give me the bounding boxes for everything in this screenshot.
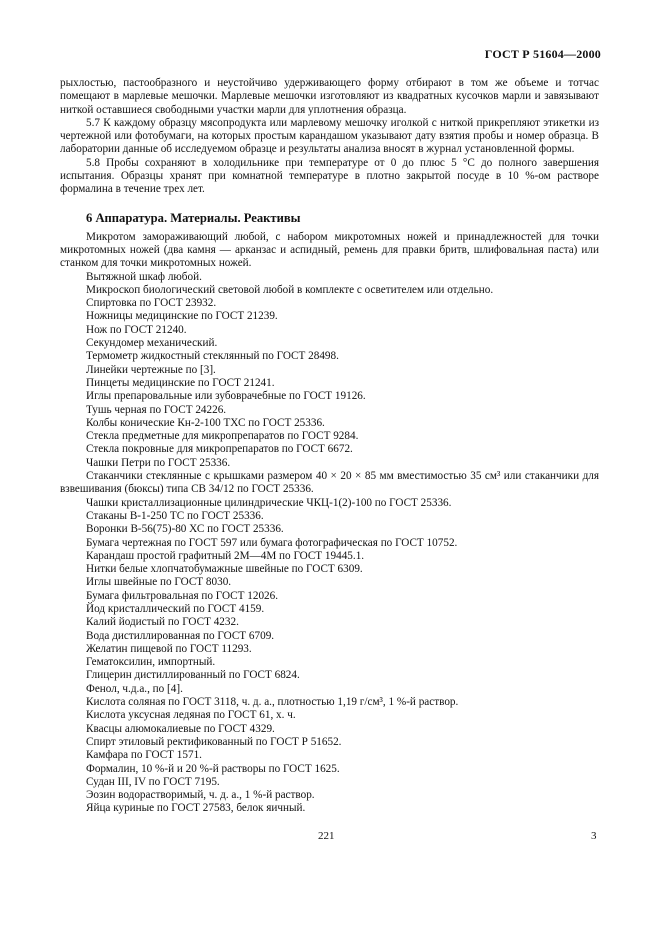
- list-item: Спиртовка по ГОСТ 23932.: [86, 297, 217, 310]
- list-item: Термометр жидкостный стеклянный по ГОСТ 28498.: [86, 350, 339, 363]
- list-item: Кислота уксусная ледяная по ГОСТ 61, х. ч.: [86, 709, 296, 722]
- list-item: Стекла покровные для микропрепаратов по ГОСТ 6672.: [86, 443, 353, 456]
- list-item: Глицерин дистиллированный по ГОСТ 6824.: [86, 669, 300, 682]
- page-number: 221: [318, 830, 335, 842]
- list-item: Тушь черная по ГОСТ 24226.: [86, 403, 227, 416]
- list-item: Желатин пищевой по ГОСТ 11293.: [86, 642, 252, 655]
- section-title: 6 Аппаратура. Материалы. Реактивы: [86, 210, 301, 225]
- list-item: Чашки Петри по ГОСТ 25336.: [86, 456, 231, 469]
- list-item: Микротом замораживающий любой, с набором микротомных ножей и принадлежностей для точки микротомных ножей (два камня — арканзас и аспидный, ремень для правки бритв, шлифовальная паста) или станком для точки микротомных ножей.: [60, 230, 599, 270]
- document-body: [60, 77, 599, 816]
- list-item: Камфара по ГОСТ 1571.: [86, 749, 202, 762]
- list-item: Судан III, IV по ГОСТ 7195.: [86, 775, 220, 788]
- list-item: Яйца куриные по ГОСТ 27583, белок яичный.: [86, 802, 306, 815]
- list-item: Иглы швейные по ГОСТ 8030.: [86, 576, 232, 589]
- list-item: Кислота соляная по ГОСТ 3118, ч. д. а., плотностью 1,19 г/см³, 1 %-й раствор.: [86, 696, 459, 709]
- list-item: Стаканы В-1-250 ТС по ГОСТ 25336.: [86, 509, 264, 522]
- list-item: Вытяжной шкаф любой.: [86, 270, 202, 283]
- equipment-list: [60, 231, 599, 816]
- list-item: Иглы препаровальные или зубоврачебные по ГОСТ 19126.: [86, 390, 366, 403]
- list-item: Йод кристаллический по ГОСТ 4159.: [86, 602, 265, 615]
- list-item: Воронки В-56(75)-80 ХС по ГОСТ 25336.: [86, 523, 284, 536]
- list-item: Гематоксилин, импортный.: [86, 656, 216, 669]
- list-item: Бумага чертежная по ГОСТ 597 или бумага фотографическая по ГОСТ 10752.: [86, 536, 458, 549]
- list-item: Чашки кристаллизационные цилиндрические ЧКЦ-1(2)-100 по ГОСТ 25336.: [86, 496, 452, 509]
- paragraph-continuation: рыхлостью, пастообразного и неустойчиво удерживающего форму отбирают в том же объеме и тотчас помещают в марлевые мешочки. Марлевые мешочки изготовляют из квадратных кусочков марли и завязывают ниткой оставшиеся свободными участки марли для уплотнения образца.: [60, 77, 599, 116]
- doc-header: ГОСТ Р 51604—2000: [484, 47, 601, 61]
- list-item: Фенол, ч.д.а., по [4].: [86, 682, 183, 695]
- list-item: Ножницы медицинские по ГОСТ 21239.: [86, 310, 278, 323]
- list-item: Колбы конические Кн-2-100 ТХС по ГОСТ 25336.: [86, 416, 325, 429]
- list-item: Эозин водорастворимый, ч. д. а., 1 %-й раствор.: [86, 789, 315, 802]
- list-item: Карандаш простой графитный 2М—4М по ГОСТ 19445.1.: [86, 549, 365, 562]
- list-item: Линейки чертежные по [3].: [86, 363, 216, 376]
- sheet-number: 3: [591, 830, 597, 842]
- list-item: Микроскоп биологический световой любой в комплекте с осветителем или отдельно.: [86, 283, 494, 296]
- list-item: Нитки белые хлопчатобумажные швейные по ГОСТ 6309.: [86, 563, 363, 576]
- list-item: Вода дистиллированная по ГОСТ 6709.: [86, 629, 275, 642]
- list-item: Секундомер механический.: [86, 337, 218, 350]
- list-item: Спирт этиловый ректификованный по ГОСТ Р 51652.: [86, 735, 342, 748]
- list-item: Пинцеты медицинские по ГОСТ 21241.: [86, 376, 275, 389]
- list-item: Нож по ГОСТ 21240.: [86, 323, 187, 336]
- paragraph-5-8: 5.8 Пробы сохраняют в холодильнике при температуре от 0 до плюс 5 °С до полного завершения испытания. Образцы хранят при комнатной температуре в плотно закрытой посуде в 10 %-ом растворе формалина в течение трех лет.: [60, 156, 599, 196]
- list-item: Стаканчики стеклянные с крышками размером 40 × 20 × 85 мм вместимостью 35 см³ или стаканчики для взвешивания (бюксы) типа СВ 34/12 по ГОСТ 25336.: [60, 470, 599, 496]
- paragraph-5-7: 5.7 К каждому образцу мясопродукта или марлевому мешочку иголкой с ниткой прикрепляют этикетки из чертежной или фотобумаги, на которых простым карандашом указывают дату взятия пробы и номер образца. В лаборатории данные об исследуемом образце и результаты анализа вносят в журнал установленной формы.: [60, 116, 599, 156]
- list-item: Стекла предметные для микропрепаратов по ГОСТ 9284.: [86, 430, 359, 443]
- list-item: Формалин, 10 %-й и 20 %-й растворы по ГОСТ 1625.: [86, 762, 340, 775]
- list-item: Бумага фильтровальная по ГОСТ 12026.: [86, 589, 279, 602]
- list-item: Калий йодистый по ГОСТ 4232.: [86, 616, 239, 629]
- list-item: Квасцы алюмокалиевые по ГОСТ 4329.: [86, 722, 275, 735]
